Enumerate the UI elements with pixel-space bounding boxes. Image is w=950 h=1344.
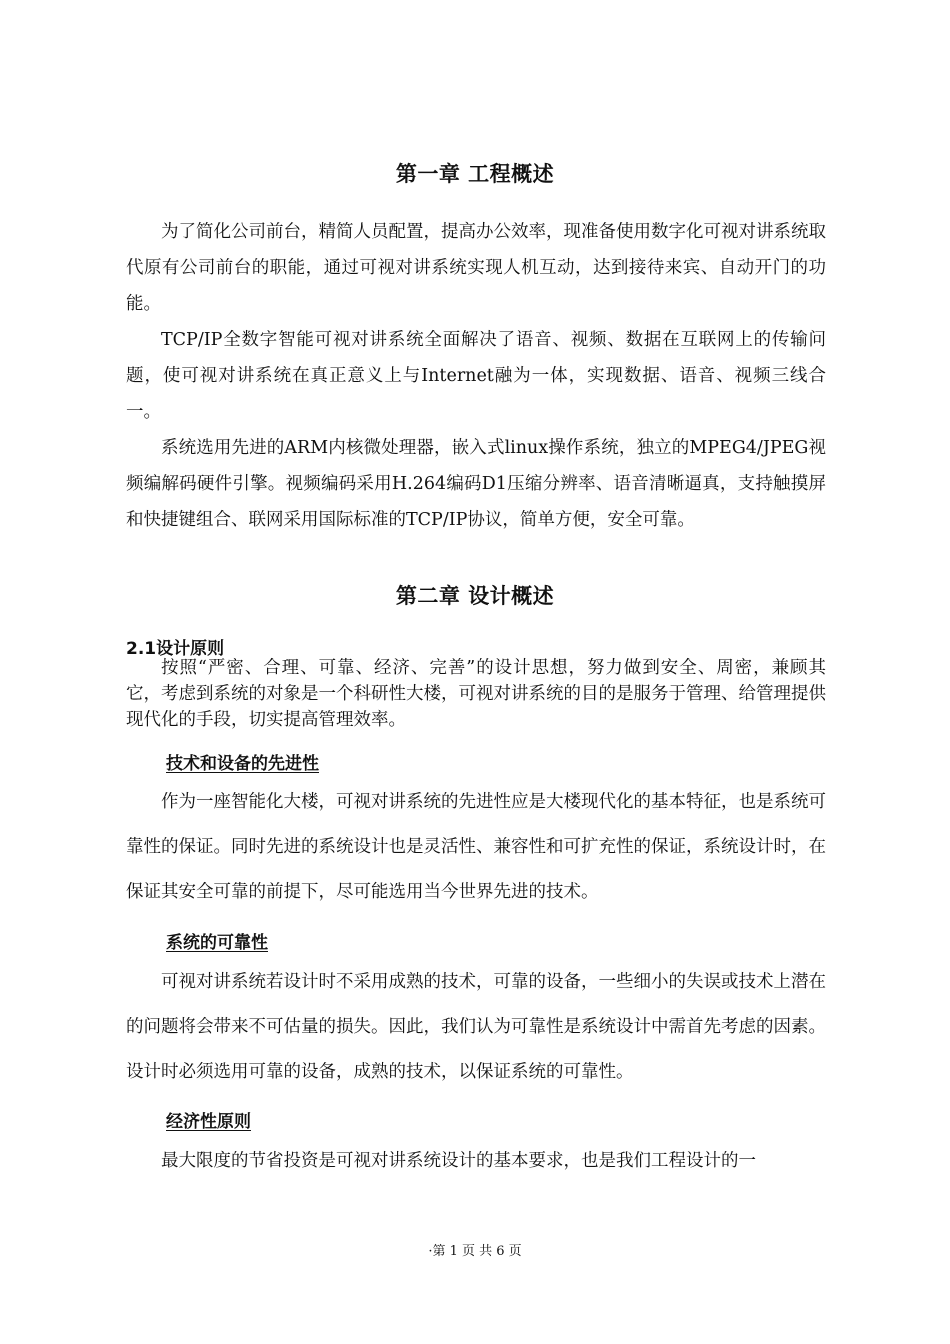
principle-heading: 技术和设备的先进性 [166,754,319,774]
chapter-1-paragraph: TCP/IP全数字智能可视对讲系统全面解决了语音、视频、数据在互联网上的传输问题，使可视对讲系统在真正意义上与Internet融为一体，实现数据、语音、视频三线合一。 [126,330,826,422]
principle-paragraph: 可视对讲系统若设计时不采用成熟的技术，可靠的设备，一些细小的失误或技术上潜在的问题将会带来不可估量的损失。因此，我们认为可靠性是系统设计中需首先考虑的因素。设计时必须选用可靠的设备，成熟的技术，以保证系统的可靠性。 [126,972,826,1082]
section-title: 2.1设计原则 [126,639,225,659]
principle-body [126,780,826,915]
chapter-1-paragraph: 系统选用先进的ARM内核微处理器，嵌入式linux操作系统，独立的MPEG4/JPEG视频编解码硬件引擎。视频编码采用H.264编码D1压缩分辨率、语音清晰逼真，支持触摸屏和快捷键组合、联网采用国际标准的TCP/IP协议，简单方便，安全可靠。 [126,438,826,530]
principle-body [126,1139,826,1184]
chapter-1-title: 第一章 工程概述 [395,162,555,186]
section-intro [126,655,826,733]
chapter-2-title: 第二章 设计概述 [395,584,555,608]
principle-paragraph: 作为一座智能化大楼，可视对讲系统的先进性应是大楼现代化的基本特征，也是系统可靠性的保证。同时先进的系统设计也是灵活性、兼容性和可扩充性的保证，系统设计时，在保证其安全可靠的前提下，尽可能选用当今世界先进的技术。 [126,792,826,902]
principle-heading: 经济性原则 [166,1112,251,1132]
chapter-1-paragraph: 为了简化公司前台，精简人员配置，提高办公效率，现准备使用数字化可视对讲系统取代原有公司前台的职能，通过可视对讲系统实现人机互动，达到接待来宾、自动开门的功能。 [126,222,826,314]
principle-paragraph: 最大限度的节省投资是可视对讲系统设计的基本要求，也是我们工程设计的一 [161,1151,756,1171]
page-number: ·第 1 页 共 6 页 [428,1244,522,1259]
principle-body [126,960,826,1095]
principle-heading: 系统的可靠性 [166,933,268,953]
section-intro-paragraph: 按照“严密、合理、可靠、经济、完善”的设计思想，努力做到安全、周密，兼顾其它，考虑到系统的对象是一个科研性大楼，可视对讲系统的目的是服务于管理、给管理提供现代化的手段，切实提高管理效率。 [126,658,826,730]
chapter-1-body [126,214,826,538]
